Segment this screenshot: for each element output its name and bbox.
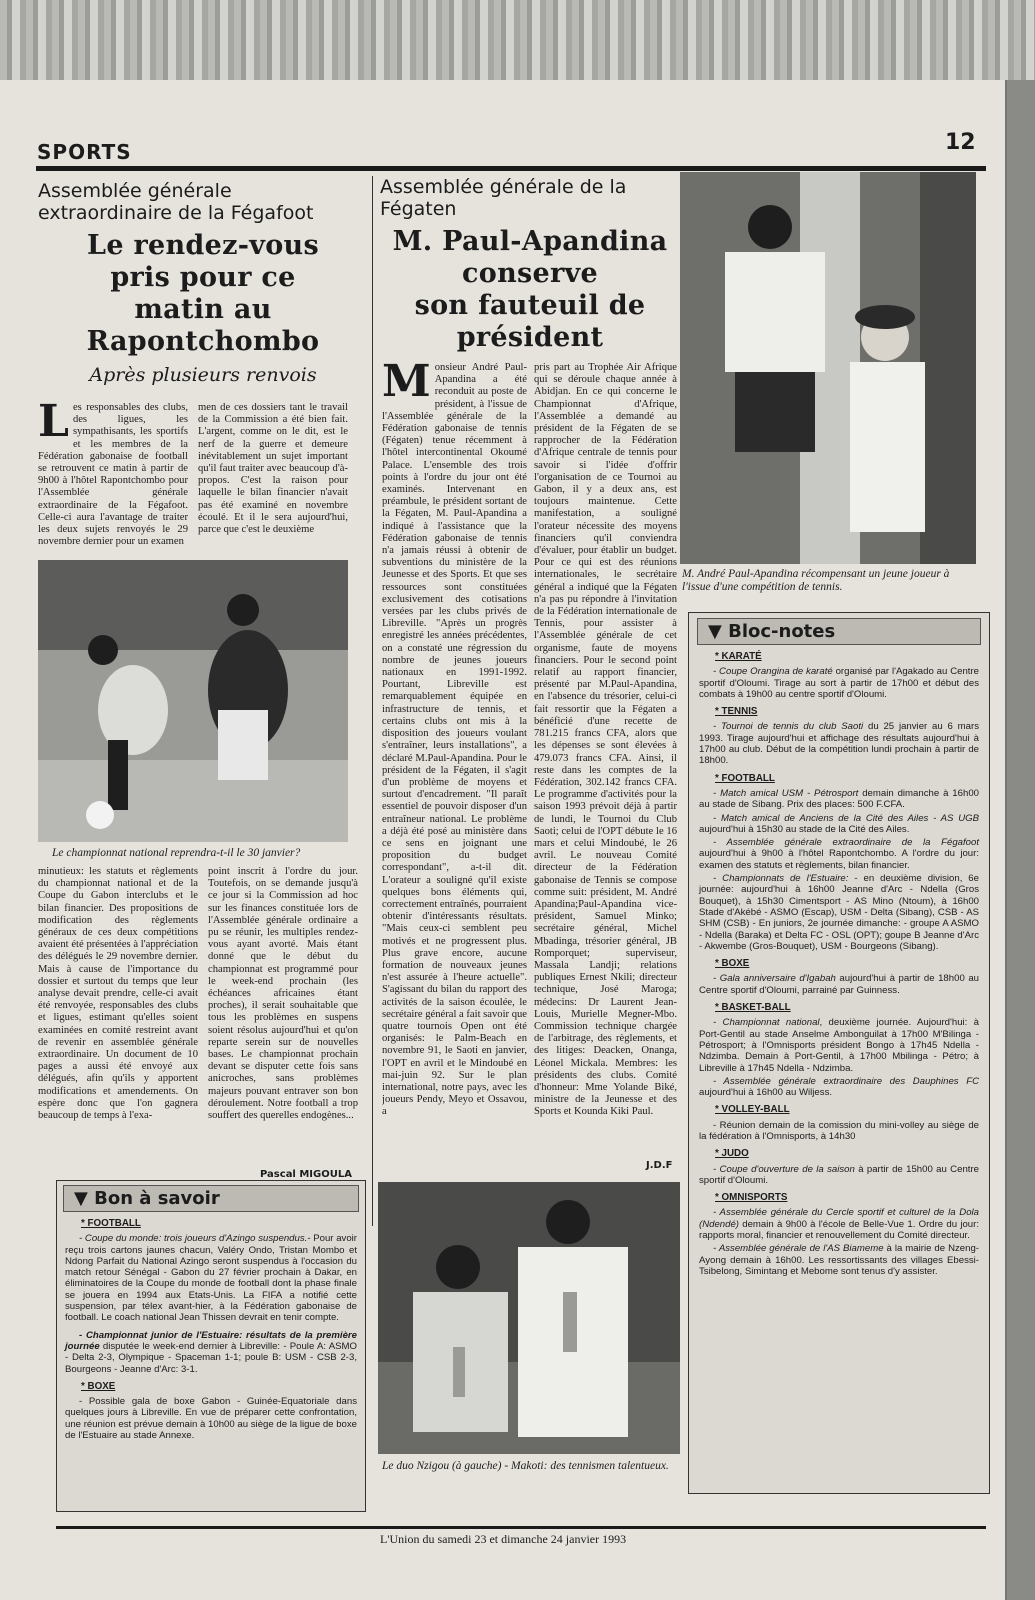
box-item <box>699 1017 979 1073</box>
author-signature: J.D.F <box>646 1160 673 1171</box>
item-text: Pour avoir reçu trois cartons jaunes chacun, Valéry Ondo, Tristan Mombo et Ndong Parfait du National Azingo seront suspendus à l'occasion du match retour Sénégal - Gabon du 27 février prochain à Dakar, en éliminatoires de la Coupe du monde de football dont la phase finale se jouera en 1994 aux Etats-Unis. La FIFA a notifié cette suspension, par télex avant-hier, à la Fédération gabonaise de football. Le coach national Jean Thissen devrait en tenir compte. <box>65 1233 357 1324</box>
item-text: - Possible gala de boxe Gabon - Guinée-Equatoriale dans quelques jours à Libreville. En vue de préparer cette confrontation, une réunion est prévue demain à 10h00 au siège de la ligue de boxe de l'Estuaire au stade Annexe. <box>65 1396 357 1442</box>
box-content <box>689 651 989 1277</box>
item-title: - Assemblée générale de l'AS Biameme <box>713 1243 884 1255</box>
kicker-line: extraordinaire de la Fégafoot <box>38 202 314 224</box>
column-divider <box>372 176 373 1226</box>
box-item <box>699 1164 979 1187</box>
box-title-text: Bon à savoir <box>94 1188 220 1209</box>
item-text: demain à 9h00 à l'école de Belle-Vue 1. Ordre du jour: rapports moral, financier et renouvellement du Comité directeur. <box>699 1218 979 1242</box>
box-item <box>699 1243 979 1277</box>
award-photo <box>680 172 976 564</box>
article-text-column <box>382 362 527 1176</box>
article-fegafoot <box>38 180 368 386</box>
box-item <box>699 873 979 952</box>
column-text: minutieux: les statuts et règlements du championnat national et de la Coupe du Gabon interclubs et le bilan financier. Des propositions de modification des règlements généraux de ces deux compétitions avaient été présentées à l'appréciation des délégués le 29 novembre dernier. Mais à cause de l'importance du dossier et surtout du temps que leur analyse devait prendre, celle-ci avait été renvoyée, responsables des clubs et ligues, estimant qu'elles soient examinées en comité restreint avant de revenir en assemblée générale extraordinaire. Un document de 10 pages a aussi été envoyé aux délégués, afin qu'ils y apportent modifications et amendements. On espère donc que l'on gagnera beaucoup de temps à l'exa- <box>38 866 198 1122</box>
drop-cap: M <box>382 362 431 407</box>
header-rule <box>36 166 986 171</box>
box-item <box>699 1120 979 1143</box>
item-title: - Coupe d'ouverture de la saison <box>713 1163 855 1175</box>
author-signature: Pascal MIGOULA <box>260 1169 352 1180</box>
headline-line: matin au <box>134 294 272 325</box>
box-title: ▼ Bloc-notes <box>697 618 981 645</box>
football-photo <box>38 560 348 842</box>
item-title: - Gala anniversaire d'Igabah <box>713 973 836 985</box>
column-text: point inscrit à l'ordre du jour. Toutefois, on se demande jusqu'à ce jour si la Commission ad hoc sur les finances constituée lors de l'Assemblée générale ordinaire a pu se réunir, les multiples rendez-vous ayant avorté. Mais étant donné que le début du championnat est programmé pour le week-end prochain (les échéances africaines étant proches), il serait souhaitable que tous les problèmes en suspens soient résolus aujourd'hui et qu'on reparte serein sur de nouvelles bases. Le championnat prochain devant se disputer cette fois sans anicroches, sans problèmes majeurs pouvant entraver son bon déroulement. Notre football a trop souffert des querelles endogènes... <box>208 866 358 1122</box>
box-item <box>699 837 979 871</box>
item-title: - Match amical USM - Pétrosport <box>713 787 859 799</box>
item-text: aujourd'hui à partir de 18h00 au Centre sportif d'Oloumi, parrainé par Guinness. <box>699 973 979 996</box>
article-headline <box>38 230 368 358</box>
item-title: - Assemblée générale extraordinaire des Dauphines FC <box>713 1075 979 1087</box>
article-text-column <box>38 402 188 552</box>
item-text: à partir de 15h00 au Centre sportif d'Oloumi. <box>699 1163 979 1186</box>
kicker-line: Fégaten <box>380 198 457 220</box>
item-title: - Match amical de Anciens de la Cité des Ailes - AS UGB <box>713 812 979 824</box>
box-content <box>57 1218 365 1441</box>
item-text: aujourd'hui à 15h30 au stade de la Cité des Ailes. <box>699 823 910 835</box>
item-title: - Assemblée générale extraordinaire de la Fégafoot <box>713 837 979 849</box>
article-fegaten <box>380 176 680 354</box>
article-text-column <box>198 402 348 552</box>
page-footer: L'Union du samedi 23 et dimanche 24 janvier 1993 <box>380 1532 627 1546</box>
photo-caption: Le championnat national reprendra-t-il le 30 janvier? <box>52 847 301 859</box>
article-text-column <box>208 866 358 1166</box>
box-section-heading: * BOXE <box>81 1380 116 1392</box>
headline-line: pris pour ce <box>110 262 296 293</box>
box-section-heading: * OMNISPORTS <box>715 1192 788 1204</box>
item-text: , deuxième journée. Aujourd'hui: à Port-Gentil au stade Anselme Ambonguilat à 17h00 M'Bilinga - Pétrosport; à l'Omnisports président Bongo à 17h45 Ndella - Ndzimba. Demain à Port-Gentil, à 17h00 Mbilinga - Pétro; à Libreville à 17h45 Ndella - Ndzimba. <box>699 1017 979 1074</box>
column-text: men de ces dossiers tant le travail de la Commission a été bien fait. L'argent, comme on le dit, est le nerf de la guerre et demeure inévitablement un sujet important qu'il faut traiter avec beaucoup d'à-propos. C'est la raison pour laquelle le bilan financier n'avait pas été examiné en novembre écoulé. Et il le sera aujourd'hui, parce que c'est le deuxième <box>198 402 348 536</box>
box-item <box>699 788 979 811</box>
box-section-heading: * BASKET-BALL <box>715 1002 791 1014</box>
section-title: SPORTS <box>37 140 132 164</box>
article-kicker <box>38 180 368 224</box>
bloc-notes-box <box>688 612 990 1494</box>
item-text: - en deuxième division, 6e journée: aujourd'hui à 16h00 Jeanne d'Arc - Ndella (Gros Bouquet), à 15h30 Cimentsport - AS Mino (Ntoum), à 16h00 Stade d'Akébé - ASMO (Escap), USM - Delta (Sibang), CSB - AS SHM (CSB) - En juniors, 2e journée dimanche: - groupe A ASMO - Ndella (Baraka) et Delta FC - OSL (OPT); goupe B Jeanne d'Arc - Akwembe (Gros-Bouquet), USM - Bourgeons (Sibang). <box>699 873 979 952</box>
newspaper-page <box>0 80 1005 1600</box>
item-title: - Coupe Orangina de karaté <box>713 666 833 678</box>
item-text: aujourd'hui à 9h00 à l'hôtel Rapontchombo. A l'ordre du jour: examen des statuts et règlements, bilan financier. <box>699 848 979 871</box>
item-title: - Championnat national <box>713 1017 820 1029</box>
box-item <box>65 1330 357 1375</box>
drop-cap: L <box>38 402 69 447</box>
photo-caption: M. André Paul-Apandina récompensant un jeune joueur à l'issue d'une compétition de tennis. <box>682 568 950 593</box>
box-section-heading: * JUDO <box>715 1148 749 1160</box>
item-title: - Assemblée générale du Cercle sportif et culturel de la Dola (Ndendé) <box>699 1207 979 1230</box>
headline-line: président <box>456 322 604 353</box>
item-title: - Tournoi de tennis du club Saoti <box>713 721 864 733</box>
box-item <box>699 721 979 766</box>
box-section-heading: * VOLLEY-BALL <box>715 1104 790 1116</box>
headline-line: Le rendez-vous <box>87 230 319 261</box>
item-title: - Championnat junior de l'Estuaire: résultats de la première journée <box>65 1329 357 1352</box>
tennis-duo-photo <box>378 1182 680 1454</box>
article-text-column <box>534 362 677 1152</box>
footer-rule <box>56 1526 986 1529</box>
headline-line: conserve <box>462 258 598 289</box>
box-section-heading: * TENNIS <box>715 706 758 718</box>
scan-edge-strip <box>0 0 1035 80</box>
item-text: - Réunion demain de la comission du mini-volley au siège de la fédération à l'Omnisports, à 14h30 <box>699 1119 979 1142</box>
box-item <box>699 973 979 996</box>
item-title: - Coupe du monde: trois joueurs d'Azingo suspendus.- <box>79 1233 311 1245</box>
headline-line: son fauteuil de <box>414 290 646 321</box>
kicker-line: Assemblée générale <box>38 180 232 202</box>
item-text: à la mairie de Nzeng-Ayong demain à 16h00. Les ressortissants des villages Ebessi-Tsibelong, Simintang et Mebome sont tenus d'y assister. <box>699 1243 980 1277</box>
box-item <box>65 1233 357 1323</box>
article-subhead: Après plusieurs renvois <box>89 364 317 386</box>
page-number: 12 <box>945 130 976 155</box>
article-text-column <box>38 866 198 1191</box>
headline-line: Rapontchombo <box>86 326 320 357</box>
box-section-heading: * KARATÉ <box>715 651 762 662</box>
column-text: onsieur André Paul-Apandina a été reconduit au poste de président, à l'issue de l'Assemblée générale de la Fédération gabonaise de tennis (Fégaten) tenue récemment à l'hôtel intercontinental Okoumé Palace. L'ensemble des trois points à l'ordre du jour ont été examinés. Intervenant en préambule, le président sortant de la Fégaten, M. Paul-Apandina a indiqué à l'assistance que la Fédération gabonaise de tennis n'a jamais réussi à obtenir de subventions du ministère de la Jeunesse et des Sports. Et que ses ressources sont constituées exclusivement des cotisations versées par les clubs privés de Libreville. "Après un progrès enregistré les années précédentes, on a constaté une régression du nombre de jeunes joueurs nationaux en 1991-1992. Pourtant, Libreville est remarquablement équipée en infrastructure de tennis, et certains clubs ont mis à la disposition des joueurs voulant s'entraîner, leurs installations", a déclaré M.Paul-Apandina. Pour le président de la Fégaten, il s'agit d'un problème de moyens et surtout d'encadrement. "Il paraît essentiel de pouvoir disposer d'un entraîneur national. Le problème a déjà été posé au ministère dans ce sens en joignant une proposition du budget correspondant", a-t-il dit. L'orateur a souligné qu'il existe quelques bons éléments qui, correctement entraînés, pourraient obtenir d'intéressants résultats. "Mais ceux-ci semblent peu motivés et ne progressent plus. Plus grave encore, aucune formation de nouveaux jeunes n'est assurée à l'heure actuelle". S'agissant du bilan du rapport des activités de la saison écoulée, le secrétaire général a fait savoir que quatre tournois Open ont été organisés: le Palm-Beach en novembre 91, le Saoti en janvier, l'OPT en avril et le Mindoubé en mai-juin 92. Sur le plan international, notre pays, avec les joueurs Pendy, Meyo et Ossavou, a <box>382 362 527 1118</box>
box-item <box>65 1396 357 1441</box>
item-text: disputée le week-end dernier à Libreville: - Poule A: ASMO - Delta 2-3, Olympique - Spaceman 1-1; poule B: USM - CSB 2-3, Bourgeons - Jeanne d'Arc: 3-1. <box>65 1340 357 1375</box>
box-item <box>699 1076 979 1099</box>
headline-line: M. Paul-Apandina <box>392 226 668 257</box>
box-item <box>699 1207 979 1241</box>
column-text: es responsables des clubs, des ligues, les sympathisants, les sportifs et les membres de la Fédération gabonaise de football se retrouvent ce matin à partir de 9h00 à l'hôtel Rapontchombo pour l'Assemblée générale extraordinaire de la Fégafoot. Celle-ci aura l'avantage de traiter les deux sujets renvoyés le 29 novembre dernier pour un examen <box>38 402 188 548</box>
item-text: du 25 janvier au 6 mars 1993. Tirage aujourd'hui et affichage des résultats aujourd'hui à 17h00 au club. Début de la compétition lundi prochain à partir de 18h00. <box>699 721 979 767</box>
item-text: aujourd'hui à 16h00 au Wiljess. <box>699 1087 833 1099</box>
box-title: ▼ Bon à savoir <box>63 1185 359 1212</box>
box-item <box>699 666 979 700</box>
box-section-heading: * FOOTBALL <box>81 1218 141 1229</box>
article-headline <box>380 226 680 354</box>
item-text: demain dimanche à 16h00 au stade de Sibang. Prix des places: 500 F.CFA. <box>699 787 979 811</box>
column-text: pris part au Trophée Air Afrique qui se déroule chaque année à Abidjan. En ce qui concerne le Championnat d'Afrique, l'Assemblée a demandé au président de la Fégaten de se rapprocher de la Fédération d'Afrique centrale de tennis pour savoir si l'idée d'offrir l'organisation de ce Tournoi au Gabon, il y a deux ans, est toujours maintenue. Cette manifestation, a souligné l'orateur nécessite des moyens financiers qu'il conviendra d'évaluer, pour établir un budget. Pour ce qui est des réunions internationales, le secrétaire général a indiqué que la Fégaten n'a pas pu répondre à l'invitation de la Fédération internationale de Tennis, pour assister à l'Assemblée générale de cet organisme, faute de moyens financiers. Pour le second point relatif au rapport financier, présenté par M.Paul-Apandina, en l'absence du trésorier, celui-ci fait ressortir que la Fégaten a bénéficié d'une recette de 781.215 francs CFA, alors que les dépenses se sont élevées à 479.073 francs CFA. Ainsi, il reste dans les comptes de la Fédération, 302.142 francs CFA. Le programme d'activités pour la saison 1993 prévoit déjà à partir de lundi, le Tournoi du Club Saoti; celui de l'OPT débute le 16 mars et celui Mindoubé, le 26 avril. Le nouveau Comité directeur de la Fédération gabonaise de Tennis se compose comme suit: président, M. André Apandina;Paul-Apandina vice-président, Samuel Minko; secrétaire général, Michel Mbadinga, trésorier général, JB Romporquet; superviseur, Massala Landji; relations publiques Ernest Nkili; directeur technique, José Maroga; médecins: Dr Laurent Jean-Louis, Murielle Megner-Mbo. Commission technique chargée de l'arbitrage, des règlements, et des litiges: Deacken, Onanga, Léonel Mickala. Membres: les présidents des clubs. Comité d'honneur: Mme Yolande Biké, ministre de la Jeunesse et des Sports et Kounda Kiki Paul. <box>534 362 677 1118</box>
bon-a-savoir-box <box>56 1180 366 1512</box>
box-section-heading: * BOXE <box>715 958 750 970</box>
box-section-heading: * FOOTBALL <box>715 772 775 784</box>
photo-caption: Le duo Nzigou (à gauche) - Makoti: des tennismen talentueux. <box>382 1460 669 1472</box>
box-title-text: Bloc-notes <box>728 621 836 642</box>
item-text: organisé par l'Agakado au Centre sportif d'Oloumi. Tirage au sort à partir de 17h00 et début des combats à 19h00 au centre sportif d'Oloumi. <box>699 666 980 700</box>
item-title: - Championnats de l'Estuaire: <box>713 873 849 885</box>
article-kicker <box>380 176 680 220</box>
box-item <box>699 813 979 836</box>
kicker-line: Assemblée générale de la <box>380 176 627 198</box>
